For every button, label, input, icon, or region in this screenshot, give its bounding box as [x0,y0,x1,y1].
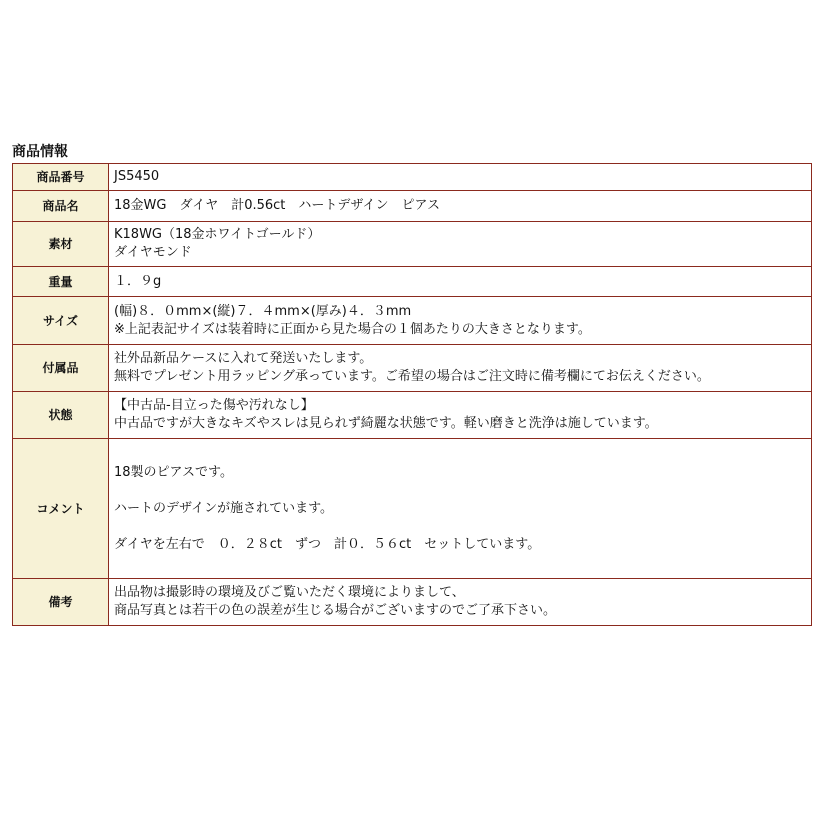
value-remarks [109,579,812,626]
label-product-number: 商品番号 [13,164,109,191]
value-comment [109,439,812,579]
weight-text: １．９g [114,273,162,289]
value-condition [109,392,812,439]
value-product-number [109,164,812,191]
comment-line-1: 18製のピアスです。 [114,464,233,480]
label-accessories: 付属品 [13,345,109,392]
accessories-line-2: 無料でプレゼント用ラッピング承っています。ご希望の場合はご注文時に備考欄にてお伝えください。 [114,369,710,384]
row-weight [13,267,812,297]
product-name-text: 18金WG ダイヤ 計0.56ct ハートデザイン ピアス [114,198,440,213]
row-size [13,297,812,345]
section-title: 商品情報 [12,144,68,160]
label-material: 素材 [13,222,109,267]
value-material [109,222,812,267]
row-accessories [13,345,812,392]
size-line-1: (幅)８．０mm×(縦)７．４mm×(厚み)４．３mm [114,303,412,319]
value-size [109,297,812,345]
label-condition: 状態 [13,392,109,439]
product-info-table [12,163,812,626]
material-line-2: ダイヤモンド [114,245,192,260]
row-remarks [13,579,812,626]
product-number-text: JS5450 [114,169,160,184]
condition-line-1: 【中古品-目立った傷や汚れなし】 [114,398,314,413]
label-product-name: 商品名 [13,191,109,222]
comment-line-2: ハートのデザインが施されています。 [114,500,334,516]
row-material [13,222,812,267]
row-product-number [13,164,812,191]
row-comment [13,439,812,579]
label-weight: 重量 [13,267,109,297]
label-comment: コメント [13,439,109,579]
size-line-2: ※上記表記サイズは装着時に正面から見た場合の１個あたりの大きさとなります。 [114,321,591,337]
remarks-line-2: 商品写真とは若干の色の誤差が生じる場合がございますのでご了承下さい。 [114,603,557,618]
row-condition [13,392,812,439]
row-product-name [13,191,812,222]
value-weight [109,267,812,297]
label-size: サイズ [13,297,109,345]
comment-line-3: ダイヤを左右で ０．２８ct ずつ 計０．５６ct セットしています。 [114,536,541,552]
condition-line-2: 中古品ですが大きなキズやスレは見られず綺麗な状態です。軽い磨きと洗浄は施しています。 [114,416,658,431]
material-line-1: K18WG（18金ホワイトゴールド） [114,227,321,242]
accessories-line-1: 社外品新品ケースに入れて発送いたします。 [114,351,373,366]
value-accessories [109,345,812,392]
label-remarks: 備考 [13,579,109,626]
remarks-line-1: 出品物は撮影時の環境及びご覧いただく環境によりまして、 [114,585,465,600]
value-product-name [109,191,812,222]
